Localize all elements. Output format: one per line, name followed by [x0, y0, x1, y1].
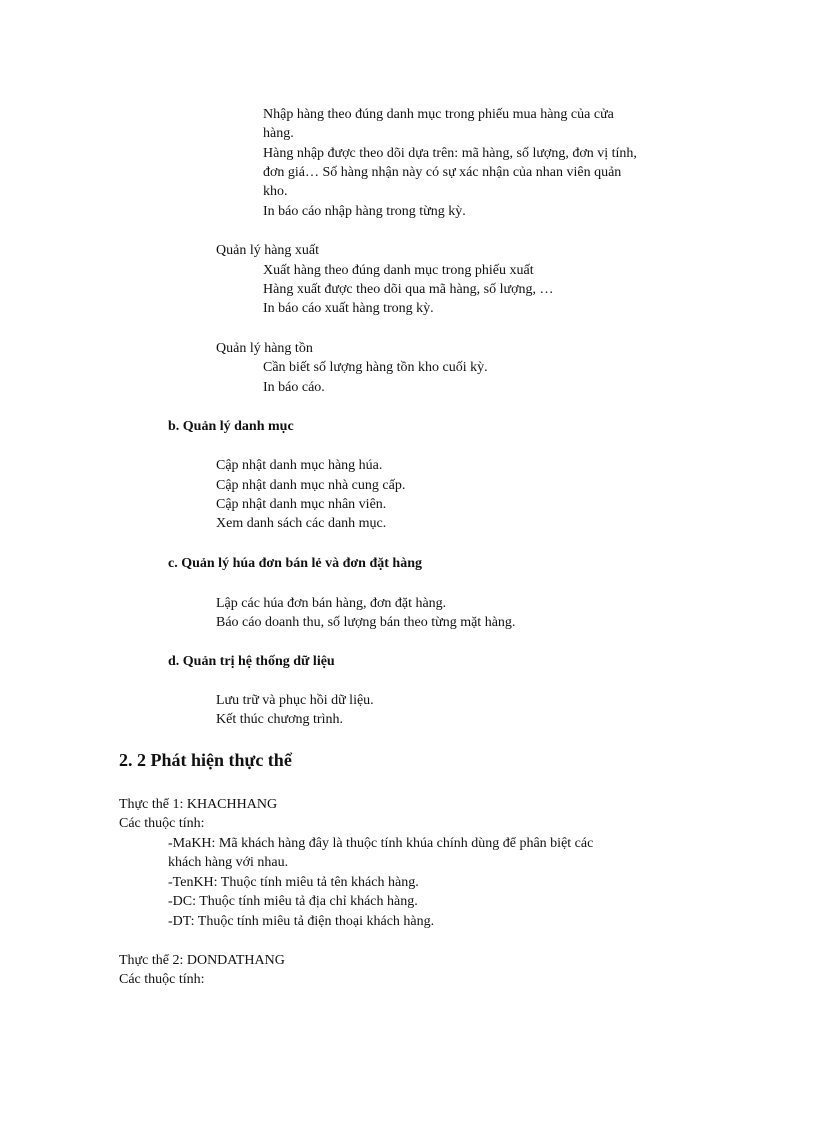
list-item: Cập nhật danh mục nhà cung cấp.	[216, 478, 406, 493]
list-item: Hàng xuất được theo dõi qua mã hàng, số lượng, …	[263, 282, 554, 297]
attr-label: Các thuộc tính:	[119, 816, 205, 831]
list-item: Cập nhật danh mục hàng húa.	[216, 458, 383, 473]
list-item: Cập nhật danh mục nhân viên.	[216, 497, 387, 512]
list-item: Cần biết số lượng hàng tồn kho cuối kỳ.	[263, 360, 488, 375]
section-heading: d. Quản trị hệ thống dữ liệu	[168, 654, 335, 669]
text-line: Nhập hàng theo đúng danh mục trong phiếu mua hàng của cửa	[263, 107, 614, 122]
text-line: In báo cáo nhập hàng trong từng kỳ.	[263, 204, 466, 219]
text-line: Hàng nhập được theo dõi dựa trên: mã hàng, số lượng, đơn vị tính,	[263, 146, 637, 161]
list-item: Xem danh sách các danh mục.	[216, 516, 387, 531]
subsection-title: Quản lý hàng xuất	[216, 243, 320, 258]
attr-item: -MaKH: Mã khách hàng đây là thuộc tính khúa chính dùng để phân biệt các	[168, 836, 594, 851]
list-item: In báo cáo xuất hàng trong kỳ.	[263, 301, 434, 316]
list-item: Báo cáo doanh thu, số lượng bán theo từng mặt hàng.	[216, 615, 516, 630]
entity-title: Thực thể 1: KHACHHANG	[119, 797, 278, 812]
entity-title: Thực thể 2: DONDATHANG	[119, 953, 285, 968]
attr-label: Các thuộc tính:	[119, 972, 205, 987]
list-item: In báo cáo.	[263, 380, 325, 395]
list-item: Lập các húa đơn bán hàng, đơn đặt hàng.	[216, 596, 447, 611]
section-heading: b. Quản lý danh mục	[168, 419, 294, 434]
attr-item: khách hàng với nhau.	[168, 855, 289, 870]
section-heading: c. Quản lý húa đơn bán lẻ và đơn đặt hàng	[168, 556, 422, 571]
attr-item: -TenKH: Thuộc tính miêu tả tên khách hàng.	[168, 875, 419, 890]
text-line: hàng.	[263, 126, 294, 141]
subsection-title: Quản lý hàng tồn	[216, 341, 313, 356]
attr-item: -DT: Thuộc tính miêu tả điện thoại khách hàng.	[168, 914, 435, 929]
list-item: Kết thúc chương trình.	[216, 712, 343, 727]
attr-item: -DC: Thuộc tính miêu tả địa chỉ khách hàng.	[168, 894, 418, 909]
text-line: kho.	[263, 184, 288, 199]
text-line: đơn giá… Số hàng nhận này có sự xác nhận của nhan viên quản	[263, 165, 622, 180]
list-item: Lưu trữ và phục hồi dữ liệu.	[216, 693, 374, 708]
page-heading: 2. 2 Phát hiện thực thể	[119, 750, 292, 770]
list-item: Xuất hàng theo đúng danh mục trong phiếu xuất	[263, 263, 534, 278]
